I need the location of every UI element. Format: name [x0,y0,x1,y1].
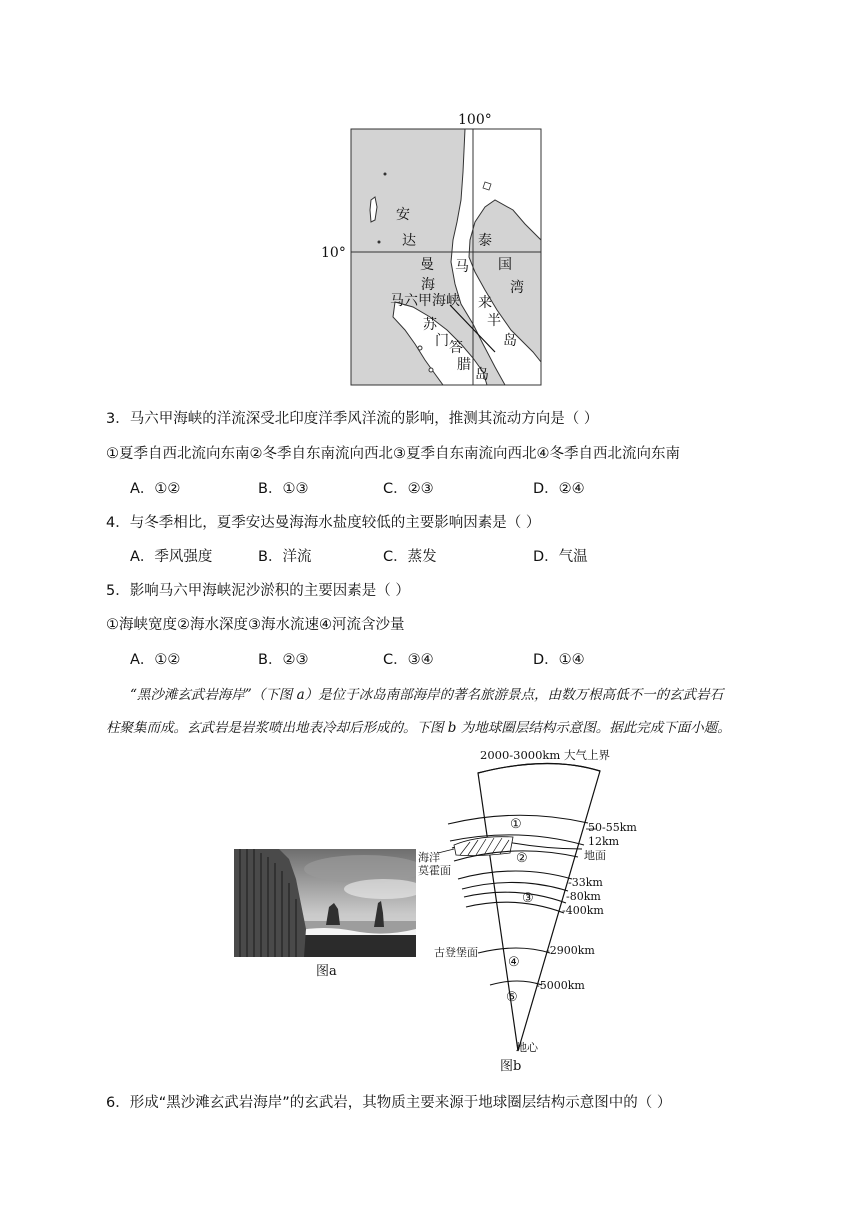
map-label-guo: 国 [498,257,512,273]
layer-1-number: ① [510,817,522,832]
figure-a-photo [234,849,416,957]
map-label-lai: 来 [478,295,492,311]
layer-3-number: ③ [522,891,534,906]
question-3-option-b[interactable]: B．①③ [258,481,309,497]
question-4-option-d[interactable]: D．气温 [533,549,588,565]
label-depth-50-55km: 50-55km [588,821,637,834]
layer-4-number: ④ [508,955,520,970]
figure-a-caption: 图a [316,964,337,979]
label-depth-12km: 12km [588,835,620,848]
question-4-stem: 4．与冬季相比，夏季安达曼海海水盐度较低的主要影响因素是（ ） [106,515,541,531]
map-label-tai: 泰 [478,233,492,249]
map-label-da2: 答 [449,340,463,356]
earth-layers-diagram [418,745,648,1075]
map-label-ban: 半 [487,313,501,329]
map-label-an: 安 [396,207,410,223]
map-label-man: 曼 [420,257,434,273]
map-label-hai: 海 [421,277,435,293]
figure-b-caption: 图b [500,1059,522,1074]
label-earth-core: 地心 [516,1041,538,1054]
label-depth-2900km: -2900km [546,944,595,957]
label-depth-400km: -400km [562,904,604,917]
question-5-option-c[interactable]: C．③④ [383,652,434,668]
basalt-coast-photo [234,849,416,957]
figure-b-earth-layers [418,745,648,1075]
question-4-option-b[interactable]: B．洋流 [258,549,312,565]
strait-map [321,112,545,390]
map-label-su: 苏 [423,317,437,333]
map-label-dao2: 岛 [475,367,489,383]
question-3-stem: 3．马六甲海峡的洋流深受北印度洋季风洋流的影响，推测其流动方向是（ ） [106,411,599,427]
question-3-items: ①夏季自西北流向东南②冬季自东南流向西北③夏季自东南流向西北④冬季自西北流向东南 [106,446,680,462]
label-ocean: 海洋 [418,851,440,864]
passage-line-1: “黑沙滩玄武岩海岸”（下图 a）是位于冰岛南部海岸的著名旅游景点，由数万根高低不一的玄武岩石 [130,687,724,703]
longitude-label: 100° [458,112,492,128]
layer-5-number: ⑤ [506,990,518,1005]
label-moho: 莫霍面 [418,864,451,877]
question-5-option-b[interactable]: B．②③ [258,652,309,668]
map-label-da: 达 [402,233,416,249]
label-ground: 地面 [584,849,606,862]
map-label-strait: 马六甲海峡 [390,293,460,309]
question-3-option-d[interactable]: D．②④ [533,481,585,497]
passage-line-2: 柱聚集而成。玄武岩是岩浆喷出地表冷却后形成的。下图 b 为地球圈层结构示意图。据此完成下面小题。 [106,720,731,736]
label-depth-33km: -33km [568,876,603,889]
label-atmosphere-top: 2000-3000km 大气上界 [480,748,610,762]
latitude-label: 10° [321,245,346,261]
map-label-ma: 马 [455,259,469,275]
map-label-la: 腊 [457,357,471,373]
map-label-dao1: 岛 [503,333,517,349]
question-4-option-c[interactable]: C．蒸发 [383,549,437,565]
label-depth-80km: -80km [566,890,601,903]
question-6-stem: 6．形成“黑沙滩玄武岩海岸”的玄武岩，其物质主要来源于地球圈层结构示意图中的（ ） [106,1095,672,1111]
question-5-option-a[interactable]: A．①② [130,652,181,668]
question-3-option-a[interactable]: A．①② [130,481,181,497]
question-5-option-d[interactable]: D．①④ [533,652,585,668]
label-depth-5000km: -5000km [536,979,585,992]
question-5-items: ①海峡宽度②海水深度③海水流速④河流含沙量 [106,617,405,633]
layer-2-number: ② [516,851,528,866]
map-label-wan: 湾 [510,280,524,296]
question-3-option-c[interactable]: C．②③ [383,481,434,497]
map-label-men: 门 [435,333,449,349]
question-4-option-a[interactable]: A．季风强度 [130,549,213,565]
label-gutenberg: 古登堡面 [434,946,478,959]
question-5-stem: 5．影响马六甲海峡泥沙淤积的主要因素是（ ） [106,583,410,599]
